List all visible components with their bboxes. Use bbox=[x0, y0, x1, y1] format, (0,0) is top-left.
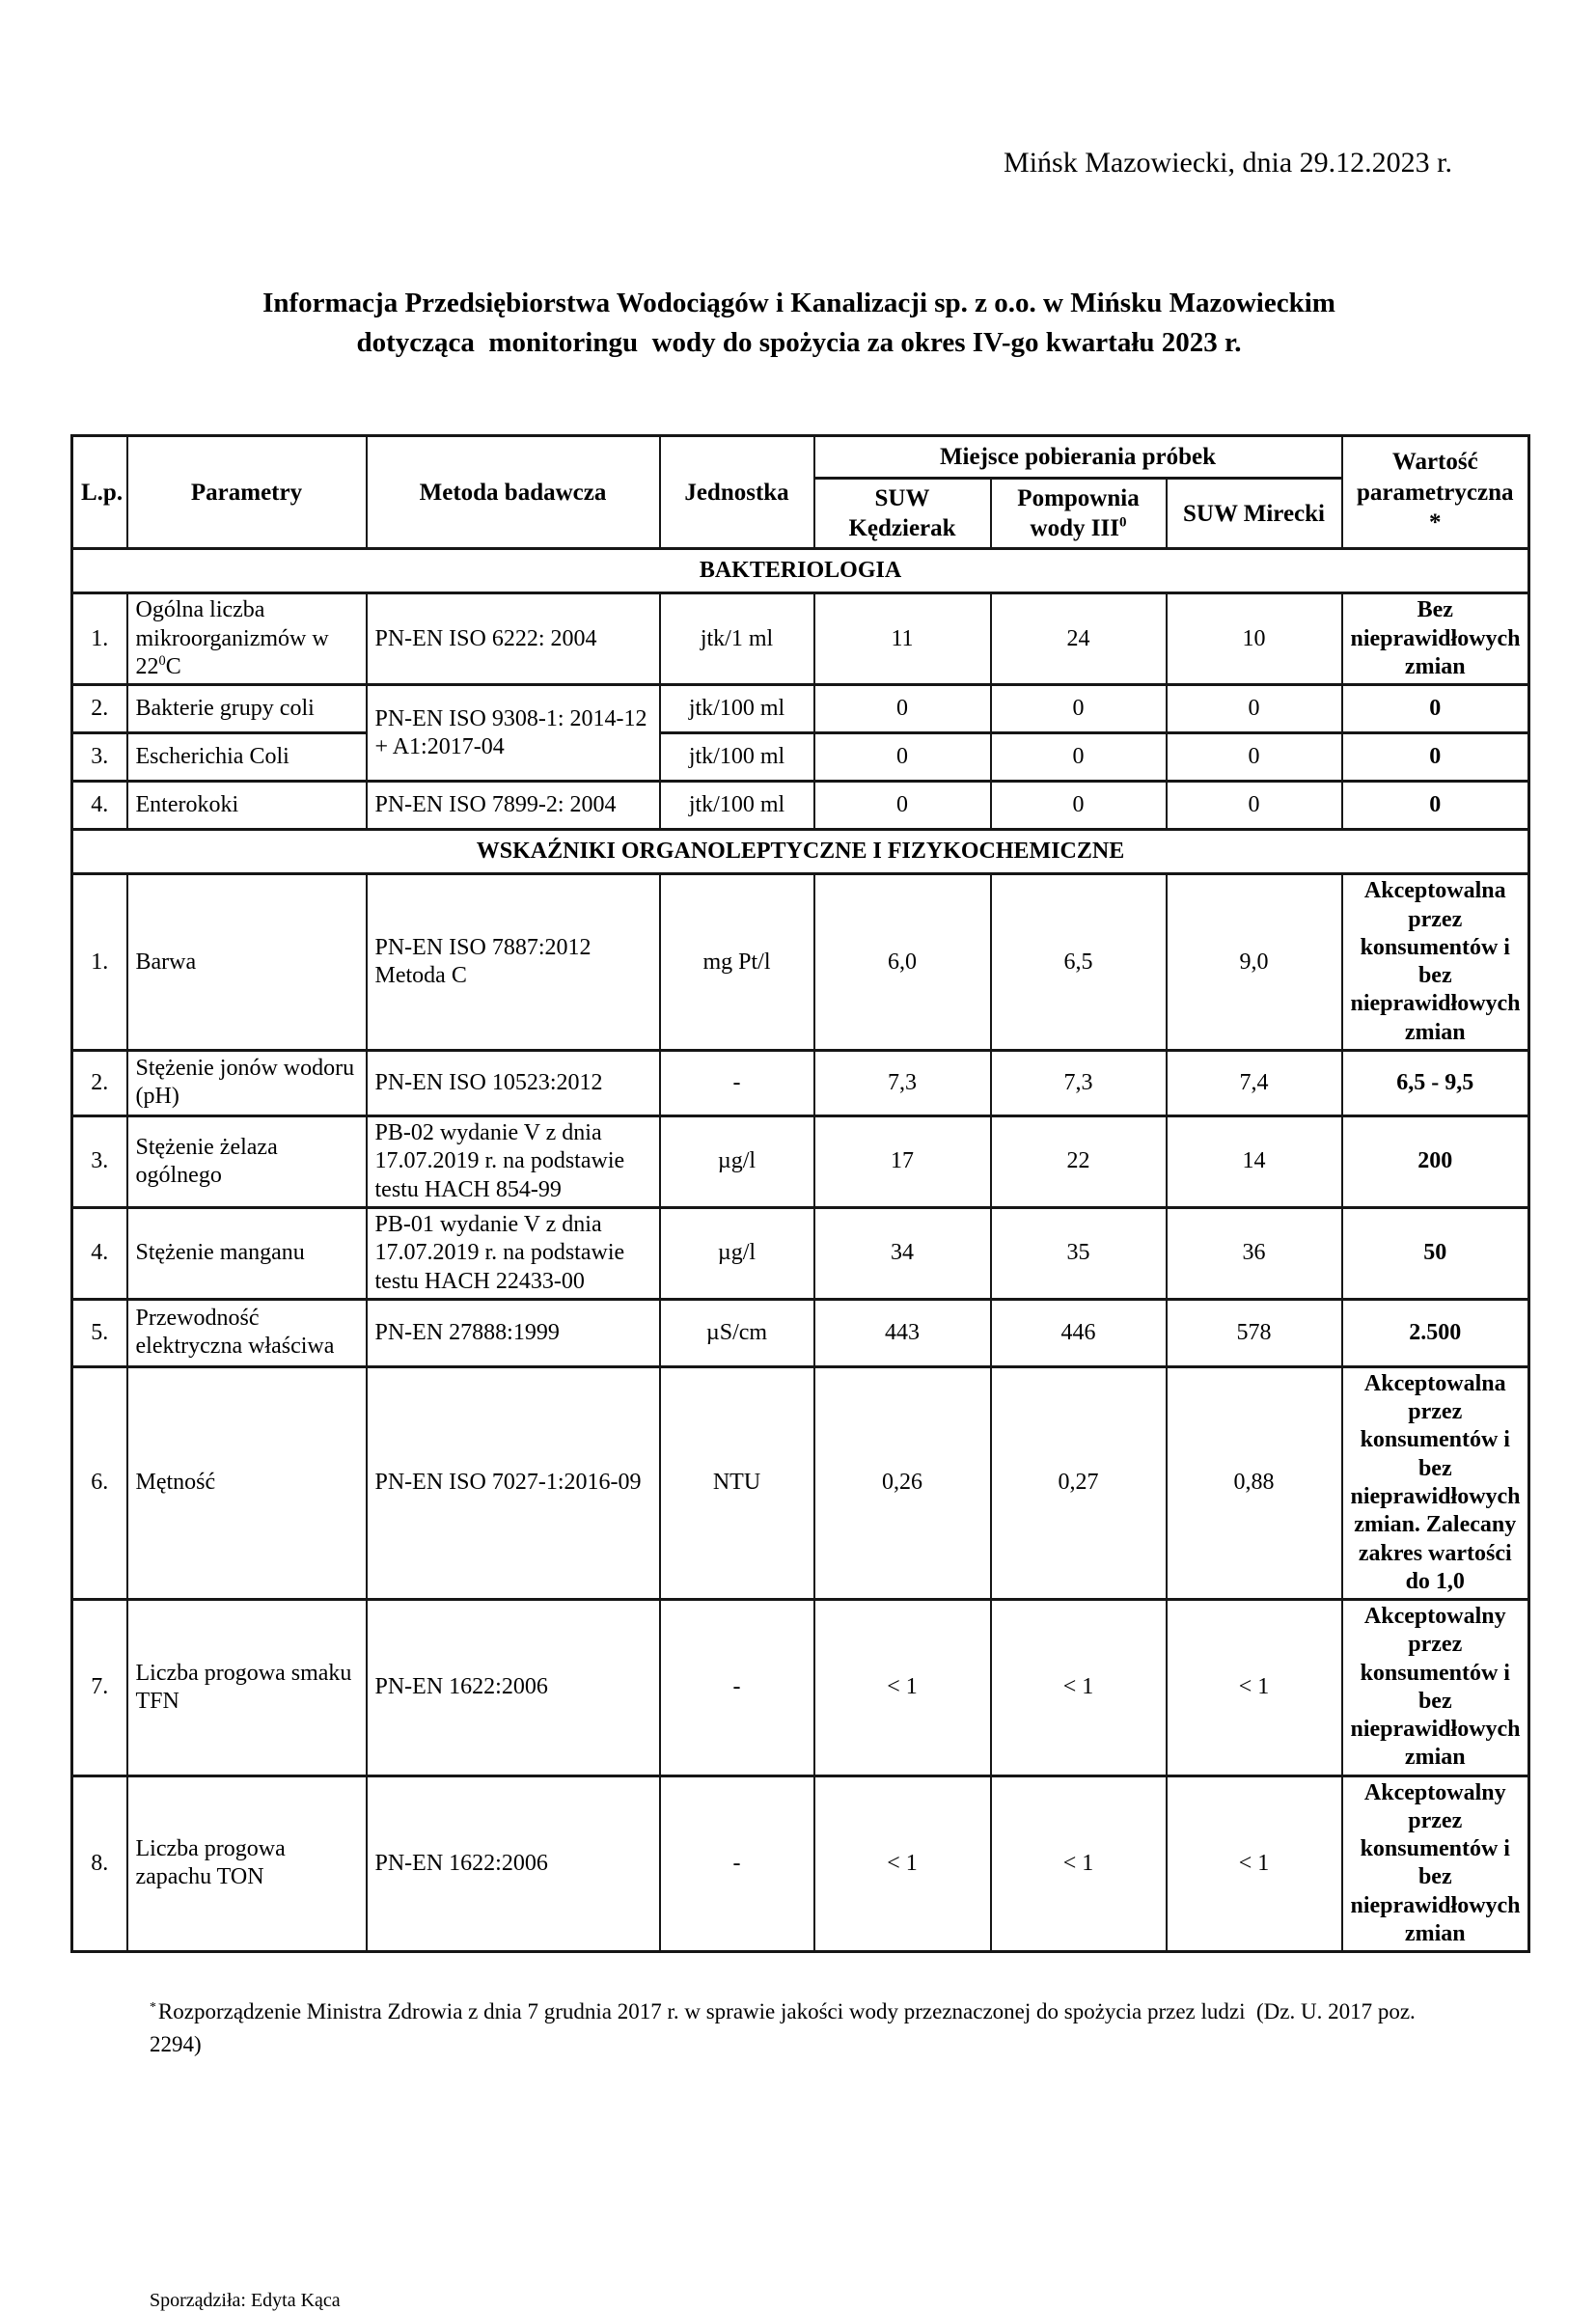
cell-unit: jtk/100 ml bbox=[660, 685, 814, 733]
cell-value-suw-kedzierak: < 1 bbox=[814, 1775, 991, 1952]
table-row bbox=[72, 1050, 1529, 1115]
table-row bbox=[72, 874, 1529, 1051]
cell-unit: - bbox=[660, 1050, 814, 1115]
cell-parametric-value: Akceptowalna przez konsumentów i bez nieprawidłowych zmian bbox=[1342, 874, 1529, 1051]
cell-value-suw-kedzierak: 0 bbox=[814, 685, 991, 733]
cell-method: PN-EN ISO 7887:2012 Metoda C bbox=[367, 874, 660, 1051]
cell-parametric-value: 0 bbox=[1342, 685, 1529, 733]
footnote bbox=[150, 1995, 1454, 2060]
cell-parameter: Bakterie grupy coli bbox=[127, 685, 367, 733]
cell-method: PN-EN 27888:1999 bbox=[367, 1299, 660, 1366]
cell-parameter: Liczba progowa zapachu TON bbox=[127, 1775, 367, 1952]
cell-value-suw-kedzierak: 0 bbox=[814, 733, 991, 782]
cell-value-pompownia: 446 bbox=[991, 1299, 1167, 1366]
cell-unit: - bbox=[660, 1775, 814, 1952]
section-title: BAKTERIOLOGIA bbox=[72, 549, 1529, 593]
table-row bbox=[72, 1775, 1529, 1952]
cell-unit: NTU bbox=[660, 1366, 814, 1599]
cell-value-suw-kedzierak: < 1 bbox=[814, 1600, 991, 1776]
cell-value-suw-kedzierak: 7,3 bbox=[814, 1050, 991, 1115]
title-line-1: Informacja Przedsiębiorstwa Wodociągów i Kanalizacji sp. z o.o. w Mińsku Mazowieckim bbox=[262, 288, 1335, 318]
cell-parameter: Stężenie jonów wodoru (pH) bbox=[127, 1050, 367, 1115]
cell-unit: jtk/100 ml bbox=[660, 733, 814, 782]
header-parametry: Parametry bbox=[127, 436, 367, 549]
header-lp: L.p. bbox=[72, 436, 127, 549]
cell-row-number: 2. bbox=[72, 685, 127, 733]
cell-unit: jtk/1 ml bbox=[660, 593, 814, 685]
cell-value-suw-mirecki: 578 bbox=[1167, 1299, 1342, 1366]
cell-row-number: 6. bbox=[72, 1366, 127, 1599]
cell-value-pompownia: 22 bbox=[991, 1115, 1167, 1207]
cell-unit: µS/cm bbox=[660, 1299, 814, 1366]
cell-value-suw-kedzierak: 0,26 bbox=[814, 1366, 991, 1599]
cell-method: PN-EN 1622:2006 bbox=[367, 1775, 660, 1952]
cell-value-pompownia: 7,3 bbox=[991, 1050, 1167, 1115]
cell-parametric-value: Akceptowalny przez konsumentów i bez nieprawidłowych zmian bbox=[1342, 1600, 1529, 1776]
table-row bbox=[72, 1207, 1529, 1299]
cell-parametric-value: 2.500 bbox=[1342, 1299, 1529, 1366]
footnote-asterisk: * bbox=[150, 1998, 156, 2014]
header-miejsce-pobierania-probek: Miejsce pobierania próbek bbox=[814, 436, 1342, 479]
cell-value-suw-kedzierak: 443 bbox=[814, 1299, 991, 1366]
cell-value-suw-mirecki: 0 bbox=[1167, 733, 1342, 782]
table-row bbox=[72, 1299, 1529, 1366]
section-row-bakteriologia bbox=[72, 549, 1529, 593]
header-wartosc-parametryczna bbox=[1342, 436, 1529, 549]
cell-method: PN-EN 1622:2006 bbox=[367, 1600, 660, 1776]
cell-parameter: Barwa bbox=[127, 874, 367, 1051]
title-line-2: dotycząca monitoringu wody do spożycia za okres IV-go kwartału 2023 r. bbox=[356, 327, 1242, 359]
results-table bbox=[70, 434, 1530, 1953]
cell-parametric-value: Akceptowalna przez konsumentów i bez nieprawidłowych zmian. Zalecany zakres wartości do 1,0 bbox=[1342, 1366, 1529, 1599]
cell-unit: µg/l bbox=[660, 1207, 814, 1299]
cell-value-suw-mirecki: 0 bbox=[1167, 782, 1342, 830]
cell-value-suw-kedzierak: 11 bbox=[814, 593, 991, 685]
cell-method: PN-EN ISO 10523:2012 bbox=[367, 1050, 660, 1115]
cell-value-suw-mirecki: 10 bbox=[1167, 593, 1342, 685]
cell-parameter-superscript: 0 bbox=[158, 652, 166, 669]
cell-parametric-value: Akceptowalny przez konsumentów i bez nieprawidłowych zmian bbox=[1342, 1775, 1529, 1952]
cell-row-number: 1. bbox=[72, 593, 127, 685]
prepared-by: Sporządziła: Edyta Kąca bbox=[150, 2289, 341, 2311]
cell-parameter bbox=[127, 593, 367, 685]
cell-value-pompownia: 0,27 bbox=[991, 1366, 1167, 1599]
cell-parametric-value: 6,5 - 9,5 bbox=[1342, 1050, 1529, 1115]
cell-value-pompownia: 6,5 bbox=[991, 874, 1167, 1051]
cell-parametric-value: 50 bbox=[1342, 1207, 1529, 1299]
cell-row-number: 3. bbox=[72, 1115, 127, 1207]
cell-value-suw-mirecki: 0,88 bbox=[1167, 1366, 1342, 1599]
cell-value-suw-kedzierak: 0 bbox=[814, 782, 991, 830]
footnote-text: Rozporządzenie Ministra Zdrowia z dnia 7 grudnia 2017 r. w sprawie jakości wody przeznaczonej do spożycia przez ludzi (Dz. U. 2017 poz. 2294) bbox=[150, 1999, 1421, 2056]
cell-row-number: 5. bbox=[72, 1299, 127, 1366]
cell-parameter: Stężenie manganu bbox=[127, 1207, 367, 1299]
cell-value-pompownia: 0 bbox=[991, 733, 1167, 782]
header-pompownia-wody bbox=[991, 479, 1167, 549]
cell-row-number: 7. bbox=[72, 1600, 127, 1776]
cell-value-pompownia: 0 bbox=[991, 685, 1167, 733]
table-row bbox=[72, 782, 1529, 830]
header-wartosc-line-1: Wartość bbox=[1391, 449, 1478, 476]
cell-value-suw-mirecki: < 1 bbox=[1167, 1775, 1342, 1952]
cell-parameter: Liczba progowa smaku TFN bbox=[127, 1600, 367, 1776]
cell-parametric-value: 200 bbox=[1342, 1115, 1529, 1207]
cell-row-number: 4. bbox=[72, 782, 127, 830]
cell-value-suw-mirecki: 36 bbox=[1167, 1207, 1342, 1299]
header-pompownia-superscript: 0 bbox=[1118, 515, 1127, 532]
cell-value-pompownia: 0 bbox=[991, 782, 1167, 830]
section-row-organoleptyczne bbox=[72, 830, 1529, 874]
cell-parametric-value: 0 bbox=[1342, 733, 1529, 782]
cell-row-number: 2. bbox=[72, 1050, 127, 1115]
header-pompownia-line-2 bbox=[1000, 513, 1158, 543]
cell-value-pompownia: < 1 bbox=[991, 1775, 1167, 1952]
header-suw-kedzierak-line-2: Kędzierak bbox=[848, 515, 956, 542]
cell-parameter: Enterokoki bbox=[127, 782, 367, 830]
cell-row-number: 1. bbox=[72, 874, 127, 1051]
cell-method: PN-EN ISO 7027-1:2016-09 bbox=[367, 1366, 660, 1599]
cell-unit: jtk/100 ml bbox=[660, 782, 814, 830]
cell-value-suw-kedzierak: 17 bbox=[814, 1115, 991, 1207]
cell-value-suw-kedzierak: 6,0 bbox=[814, 874, 991, 1051]
table-row bbox=[72, 685, 1529, 733]
cell-parameter-text: Ogólna liczba mikroorganizmów w 22 bbox=[135, 597, 329, 679]
date-line: Mińsk Mazowiecki, dnia 29.12.2023 r. bbox=[1004, 147, 1452, 179]
header-suw-mirecki: SUW Mirecki bbox=[1167, 479, 1342, 549]
cell-parameter-suffix: C bbox=[165, 653, 181, 679]
table-row bbox=[72, 1115, 1529, 1207]
table-row bbox=[72, 733, 1529, 782]
cell-value-suw-kedzierak: 34 bbox=[814, 1207, 991, 1299]
cell-method: PN-EN ISO 7899-2: 2004 bbox=[367, 782, 660, 830]
cell-value-suw-mirecki: 9,0 bbox=[1167, 874, 1342, 1051]
table-row bbox=[72, 1600, 1529, 1776]
header-pompownia-line-2-text: wody III bbox=[1030, 515, 1119, 542]
cell-value-pompownia: 35 bbox=[991, 1207, 1167, 1299]
header-suw-kedzierak bbox=[814, 479, 991, 549]
cell-method: PN-EN ISO 9308-1: 2014-12 + A1:2017-04 bbox=[367, 685, 660, 782]
cell-value-suw-mirecki: < 1 bbox=[1167, 1600, 1342, 1776]
table-row bbox=[72, 1366, 1529, 1599]
header-pompownia-line-1: Pompownia bbox=[1017, 485, 1140, 512]
cell-value-suw-mirecki: 0 bbox=[1167, 685, 1342, 733]
cell-value-suw-mirecki: 7,4 bbox=[1167, 1050, 1342, 1115]
cell-method: PB-02 wydanie V z dnia 17.07.2019 r. na podstawie testu HACH 854-99 bbox=[367, 1115, 660, 1207]
header-suw-kedzierak-line-1: SUW bbox=[874, 485, 930, 512]
header-wartosc-line-2: parametryczna * bbox=[1357, 479, 1514, 536]
cell-parametric-value: 0 bbox=[1342, 782, 1529, 830]
document-title bbox=[70, 284, 1527, 363]
cell-row-number: 3. bbox=[72, 733, 127, 782]
cell-unit: mg Pt/l bbox=[660, 874, 814, 1051]
table-header-row-1 bbox=[72, 436, 1529, 479]
cell-unit: - bbox=[660, 1600, 814, 1776]
cell-parameter: Escherichia Coli bbox=[127, 733, 367, 782]
table-row bbox=[72, 593, 1529, 685]
cell-value-pompownia: 24 bbox=[991, 593, 1167, 685]
cell-parameter: Przewodność elektryczna właściwa bbox=[127, 1299, 367, 1366]
cell-row-number: 4. bbox=[72, 1207, 127, 1299]
cell-value-suw-mirecki: 14 bbox=[1167, 1115, 1342, 1207]
cell-method: PB-01 wydanie V z dnia 17.07.2019 r. na podstawie testu HACH 22433-00 bbox=[367, 1207, 660, 1299]
section-title: WSKAŹNIKI ORGANOLEPTYCZNE I FIZYKOCHEMICZNE bbox=[72, 830, 1529, 874]
cell-unit: µg/l bbox=[660, 1115, 814, 1207]
header-metoda-badawcza: Metoda badawcza bbox=[367, 436, 660, 549]
cell-parameter: Stężenie żelaza ogólnego bbox=[127, 1115, 367, 1207]
cell-method: PN-EN ISO 6222: 2004 bbox=[367, 593, 660, 685]
cell-value-pompownia: < 1 bbox=[991, 1600, 1167, 1776]
cell-parameter: Mętność bbox=[127, 1366, 367, 1599]
cell-parametric-value: Bez nieprawidłowych zmian bbox=[1342, 593, 1529, 685]
cell-row-number: 8. bbox=[72, 1775, 127, 1952]
header-jednostka: Jednostka bbox=[660, 436, 814, 549]
